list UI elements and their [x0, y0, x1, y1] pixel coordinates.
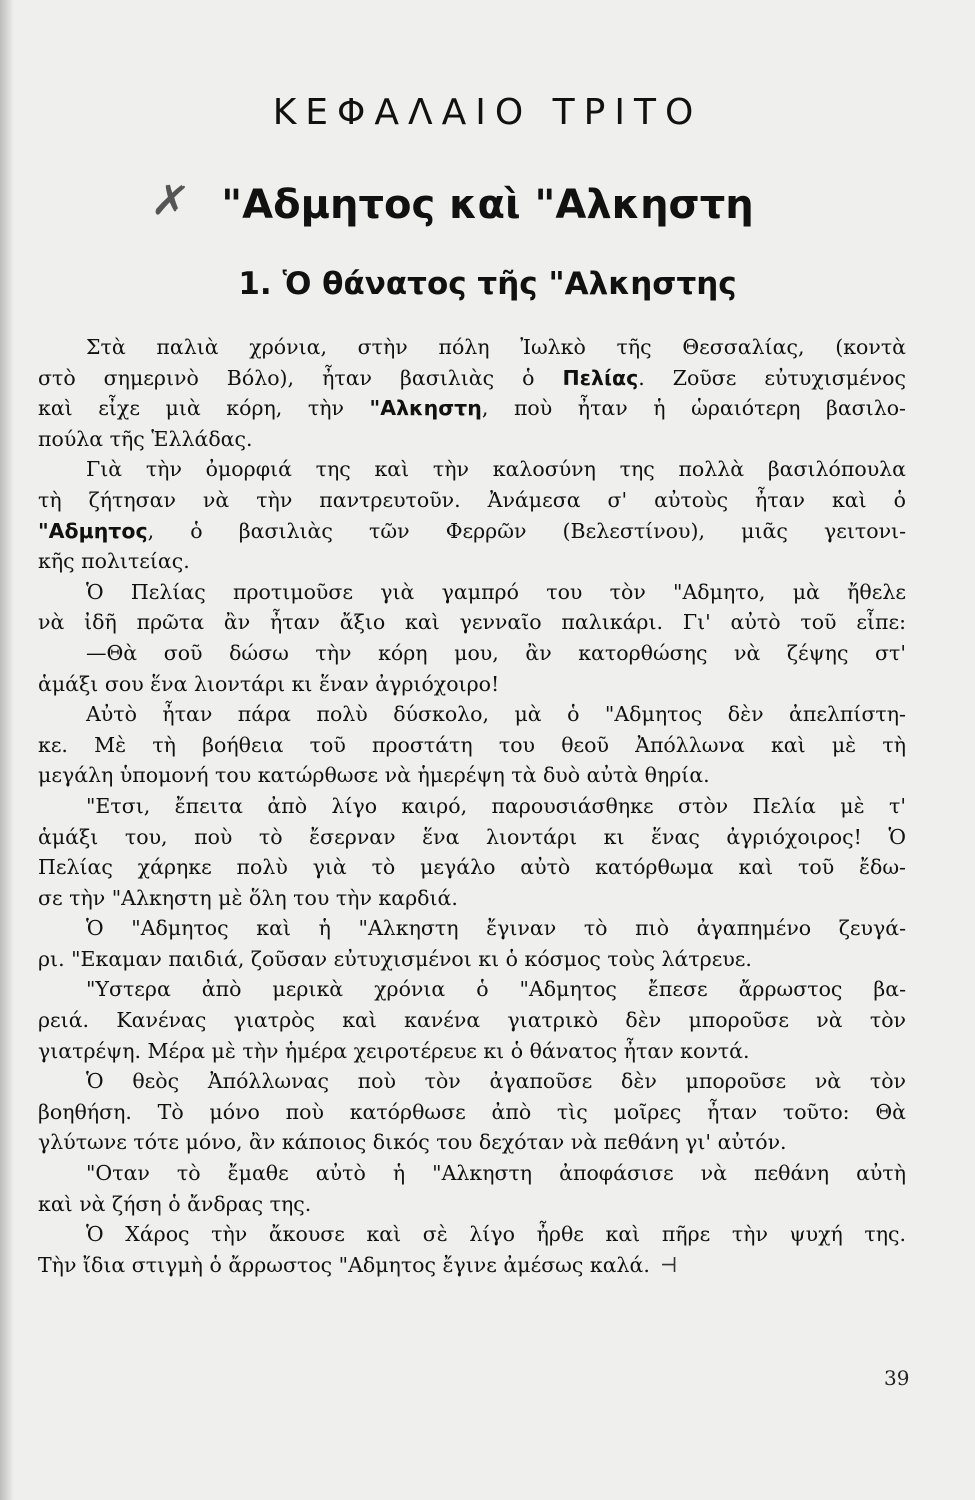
text-line-continuation: , ποὺ ἦταν ἡ ὡραιότερη βασιλο- — [481, 396, 906, 421]
text-line — [38, 516, 906, 547]
text-line-content: "Οταν τὸ ἔμαθε αὐτὸ ἡ "Αλκηστη ἀποφάσισε νὰ πεθάνη αὐτὴ — [86, 1161, 906, 1186]
text-line-content: —Θὰ σοῦ δώσω τὴν κόρη μου, ἂν κατορθώσης νὰ ζέψης στ' — [86, 640, 906, 665]
text-line — [38, 852, 906, 883]
text-line — [38, 363, 906, 394]
text-line — [38, 883, 906, 914]
text-line-content: καὶ νὰ ζήση ὁ ἄνδρας της. — [38, 1191, 312, 1216]
text-line — [38, 730, 906, 761]
text-line — [38, 1250, 906, 1281]
handwritten-end-mark-icon: ⊣ — [659, 1252, 678, 1277]
text-line-content: "Υστερα ἀπὸ μερικὰ χρόνια ὁ "Αδμητος ἔπεσε ἄρρωστος βα- — [86, 977, 906, 1002]
text-line-content: Γιὰ τὴν ὀμορφιά της καὶ τὴν καλοσύνη της πολλὰ βασιλόπουλα — [86, 457, 906, 482]
text-line-continuation: , ὁ βασιλιὰς τῶν Φερρῶν (Βελεστίνου), μιᾶς γειτονι- — [147, 518, 906, 543]
text-line-content: ἁμάξι του, ποὺ τὸ ἔσερναν ἕνα λιοντάρι κι ἕνας ἀγριόχοιρος! Ὁ — [38, 824, 906, 849]
story-title: "Αδμητος καὶ "Αλκηστη — [221, 182, 754, 228]
text-line — [38, 1036, 906, 1067]
text-line — [38, 332, 906, 363]
text-line — [38, 1005, 906, 1036]
text-line — [38, 944, 906, 975]
text-line-content: Τὴν ἴδια στιγμὴ ὁ ἄρρωστος "Αδμητος ἔγινε ἀμέσως καλά. — [38, 1252, 650, 1277]
text-line — [38, 485, 906, 516]
body-text — [38, 332, 906, 1280]
section-title: 1. Ὁ θάνατος τῆς "Αλκηστης — [238, 266, 737, 302]
text-line-content: Ὁ Πελίας προτιμοῦσε γιὰ γαμπρό του τὸν "Αδμητο, μὰ ἤθελε — [86, 579, 906, 604]
text-line — [38, 393, 906, 424]
text-line-content: καὶ εἶχε μιὰ κόρη, τὴν — [38, 396, 370, 421]
chapter-heading: ΚΕΦΑΛΑΙΟ ΤΡΙΤΟ — [272, 92, 703, 133]
text-line — [38, 974, 906, 1005]
text-line — [38, 454, 906, 485]
text-line — [38, 1158, 906, 1189]
bold-name: "Αδμητος — [38, 518, 148, 543]
text-line-content: Ὁ θεὸς Ἀπόλλωνας ποὺ τὸν ἀγαποῦσε δὲν μποροῦσε νὰ τὸν — [86, 1069, 906, 1094]
text-line-content: Στὰ παλιὰ χρόνια, στὴν πόλη Ἰωλκὸ τῆς Θεσσαλίας, (κοντὰ — [86, 335, 906, 359]
text-line-content: Πελίας χάρηκε πολὺ γιὰ τὸ μεγάλο αὐτὸ κατόρθωμα καὶ τοῦ ἔδω- — [38, 855, 906, 880]
text-line-content: Ὁ Χάρος τὴν ἄκουσε καὶ σὲ λίγο ἦρθε καὶ πῆρε τὴν ψυχή της. — [86, 1222, 906, 1247]
text-line-content: κῆς πολιτείας. — [38, 549, 190, 574]
page-number: 39 — [884, 1366, 910, 1390]
handwritten-margin-mark-icon: ✗ — [148, 173, 193, 230]
text-line — [38, 1219, 906, 1250]
text-line-content: ρειά. Κανένας γιατρὸς καὶ κανένα γιατρικὸ δὲν μποροῦσε νὰ τὸν — [38, 1008, 906, 1033]
text-line — [38, 546, 906, 577]
text-line — [38, 1127, 906, 1158]
text-line — [38, 1097, 906, 1128]
text-line — [38, 1189, 906, 1220]
text-line-content: "Ετσι, ἔπειτα ἀπὸ λίγο καιρό, παρουσιάσθηκε στὸν Πελία μὲ τ' — [86, 793, 906, 818]
text-line — [38, 607, 906, 638]
text-line — [38, 638, 906, 669]
text-line-content: Αὐτὸ ἦταν πάρα πολὺ δύσκολο, μὰ ὁ "Αδμητος δὲν ἀπελπίστη- — [86, 702, 906, 727]
text-line-content: Ὁ "Αδμητος καὶ ἡ "Αλκηστη ἔγιναν τὸ πιὸ ἀγαπημένο ζευγά- — [86, 916, 906, 941]
text-line-content: γλύτωνε τότε μόνο, ἂν κάποιος δικός του δεχόταν νὰ πεθάνη γι' αὐτόν. — [38, 1130, 787, 1155]
text-line-content: σε τὴν "Αλκηστη μὲ ὅλη του τὴν καρδιά. — [38, 885, 458, 910]
text-line-content: νὰ ἰδῆ πρῶτα ἂν ἦταν ἄξιο καὶ γενναῖο παλικάρι. Γι' αὐτὸ τοῦ εἶπε: — [38, 610, 906, 635]
text-line-content: κε. Μὲ τὴ βοήθεια τοῦ προστάτη του θεοῦ Ἀπόλλωνα καὶ μὲ τὴ — [38, 732, 906, 757]
text-line-content: πούλα τῆς Ἑλλάδας. — [38, 426, 253, 451]
text-line — [38, 913, 906, 944]
text-line-content: μεγάλη ὑπομονή του κατώρθωσε νὰ ἡμερέψη τὰ δυὸ αὐτὰ θηρία. — [38, 763, 710, 788]
text-line-content: τὴ ζήτησαν νὰ τὴν παντρευτοῦν. Ἀνάμεσα σ' αὐτοὺς ἦταν καὶ ὁ — [38, 487, 906, 512]
text-line — [38, 760, 906, 791]
bold-name: Πελίας — [562, 365, 639, 390]
text-line-content: γιατρέψη. Μέρα μὲ τὴν ἡμέρα χειροτέρευε κι ὁ θάνατος ἦταν κοντά. — [38, 1038, 750, 1063]
text-line — [38, 669, 906, 700]
text-line-content: στὸ σημερινὸ Βόλο), ἦταν βασιλιὰς ὁ — [38, 365, 563, 390]
text-line-content: ἁμάξι σου ἕνα λιοντάρι κι ἕναν ἀγριόχοιρο! — [38, 671, 500, 696]
text-line-content: βοηθήση. Τὸ μόνο ποὺ κατόρθωσε ἀπὸ τὶς μοῖρες ἦταν τοῦτο: Θὰ — [38, 1099, 906, 1124]
text-line-continuation: . Ζοῦσε εὐτυχισμένος — [638, 365, 906, 390]
text-line — [38, 791, 906, 822]
text-line — [38, 699, 906, 730]
text-line — [38, 424, 906, 455]
bold-name: "Αλκηστη — [369, 396, 482, 421]
text-line — [38, 1066, 906, 1097]
text-line-content: ρι. "Εκαμαν παιδιά, ζοῦσαν εὐτυχισμένοι κι ὁ κόσμος τοὺς λάτρευε. — [38, 946, 752, 971]
text-line — [38, 577, 906, 608]
text-line — [38, 822, 906, 853]
